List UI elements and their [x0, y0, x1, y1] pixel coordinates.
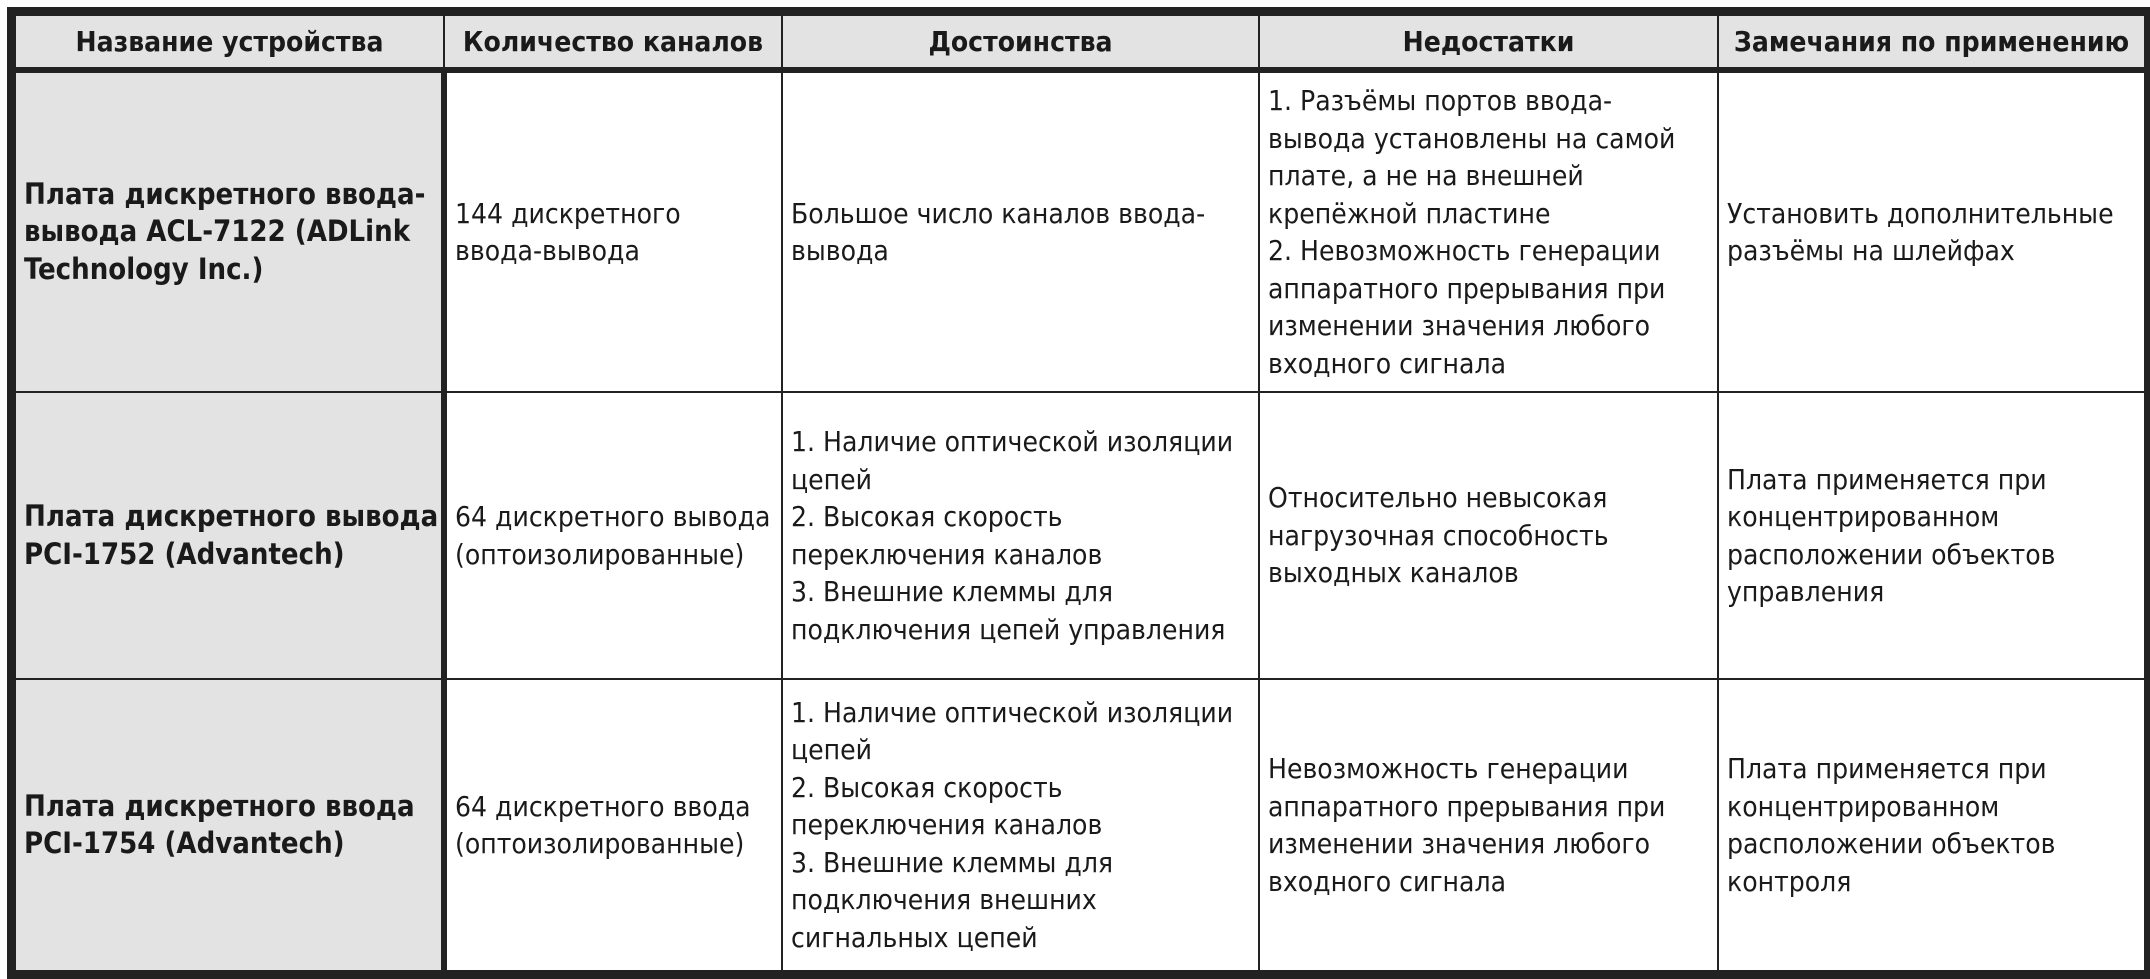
cell-line: вывода установлены на самой [1268, 121, 1676, 155]
cell-line: разъёмы на шлейфах [1727, 234, 2015, 267]
table-row [15, 392, 2145, 679]
device-name-cell [15, 679, 444, 971]
header-device-name: Название устройства [15, 15, 444, 70]
cell-line: концентрированном [1727, 789, 2000, 823]
cell-line: 2. Высокая скорость [791, 500, 1063, 533]
cell-line: 1. Разъёмы портов ввода- [1268, 84, 1613, 117]
cell-line: 2. Высокая скорость [791, 770, 1063, 804]
cell-line: управления [1727, 575, 1885, 608]
usage-notes-cell [1718, 679, 2145, 971]
cell-line: PCI-1754 (Advantech) [24, 826, 345, 860]
cell-line: 64 дискретного вывода [455, 500, 771, 533]
cell-line: подключения цепей управления [791, 612, 1226, 646]
cell-line: переключения каналов [791, 537, 1103, 571]
cell-line: (оптоизолированные) [455, 827, 745, 860]
cell-line: Плата применяется при [1727, 752, 2047, 785]
cell-line: 3. Внешние клеммы для [791, 575, 1114, 608]
cell-line: сигнальных цепей [791, 920, 1038, 954]
disadvantages-cell [1259, 392, 1718, 679]
cell-line: изменении значения любого [1268, 827, 1651, 860]
usage-notes-cell [1718, 70, 2145, 392]
cell-line: плате, а не на внешней [1268, 159, 1584, 192]
cell-line: 2. Невозможность генерации [1268, 234, 1661, 267]
disadvantages-cell [1259, 70, 1718, 392]
cell-line: Плата дискретного ввода- [24, 176, 426, 211]
device-comparison-table [14, 14, 2146, 972]
cell-line: подключения внешних [791, 883, 1097, 917]
cell-line: Плата дискретного ввода [24, 788, 415, 823]
header-disadvantages: Недостатки [1259, 15, 1718, 70]
cell-line: цепей [791, 733, 872, 767]
cell-line: расположении объектов [1727, 537, 2056, 571]
cell-line: цепей [791, 462, 872, 496]
cell-line: расположении объектов [1727, 827, 2056, 860]
channel-count-cell [444, 679, 782, 971]
cell-line: 1. Наличие оптической изоляции [791, 425, 1234, 458]
table-header-row [15, 15, 2145, 70]
usage-notes-cell [1718, 392, 2145, 679]
cell-line: Большое число каналов ввода- [791, 196, 1206, 230]
cell-line: выходных каналов [1268, 556, 1519, 590]
cell-line: нагрузочная способность [1268, 518, 1609, 552]
cell-line: Technology Inc.) [24, 251, 264, 286]
channel-count-cell [444, 70, 782, 392]
cell-line: PCI-1752 (Advantech) [24, 536, 345, 571]
advantages-cell [782, 70, 1259, 392]
cell-line: (оптоизолированные) [455, 537, 745, 571]
disadvantages-cell [1259, 679, 1718, 971]
cell-line: аппаратного прерывания при [1268, 789, 1666, 823]
comparison-table-frame [7, 7, 2150, 979]
advantages-cell [782, 392, 1259, 679]
channel-count-cell [444, 392, 782, 679]
cell-line: Установить дополнительные [1727, 196, 2114, 230]
table-row [15, 679, 2145, 971]
cell-line: 144 дискретного [455, 196, 681, 230]
cell-line: переключения каналов [791, 808, 1103, 842]
cell-line: аппаратного прерывания при [1268, 271, 1666, 305]
cell-line: концентрированном [1727, 500, 2000, 533]
table-row [15, 70, 2145, 392]
device-name-cell [15, 392, 444, 679]
cell-line: изменении значения любого [1268, 309, 1651, 342]
cell-line: крепёжной пластине [1268, 196, 1551, 230]
cell-line: контроля [1727, 864, 1852, 898]
header-usage-notes: Замечания по применению [1718, 15, 2145, 70]
cell-line: входного сигнала [1268, 346, 1506, 380]
cell-line: входного сигнала [1268, 864, 1506, 898]
advantages-cell [782, 679, 1259, 971]
cell-line: 64 дискретного ввода [455, 789, 751, 823]
cell-line: Относительно невысокая [1268, 481, 1608, 515]
device-name-cell [15, 70, 444, 392]
cell-line: ввода-вывода [455, 234, 640, 267]
cell-line: вывода [791, 234, 889, 267]
cell-line: Плата дискретного вывода [24, 499, 439, 533]
header-advantages: Достоинства [782, 15, 1259, 70]
cell-line: Плата применяется при [1727, 462, 2047, 496]
cell-line: 3. Внешние клеммы для [791, 845, 1114, 879]
cell-line: Невозможность генерации [1268, 752, 1629, 785]
cell-line: вывода ACL-7122 (ADLink [24, 214, 411, 249]
cell-line: 1. Наличие оптической изоляции [791, 695, 1234, 729]
header-channel-count: Количество каналов [444, 15, 782, 70]
